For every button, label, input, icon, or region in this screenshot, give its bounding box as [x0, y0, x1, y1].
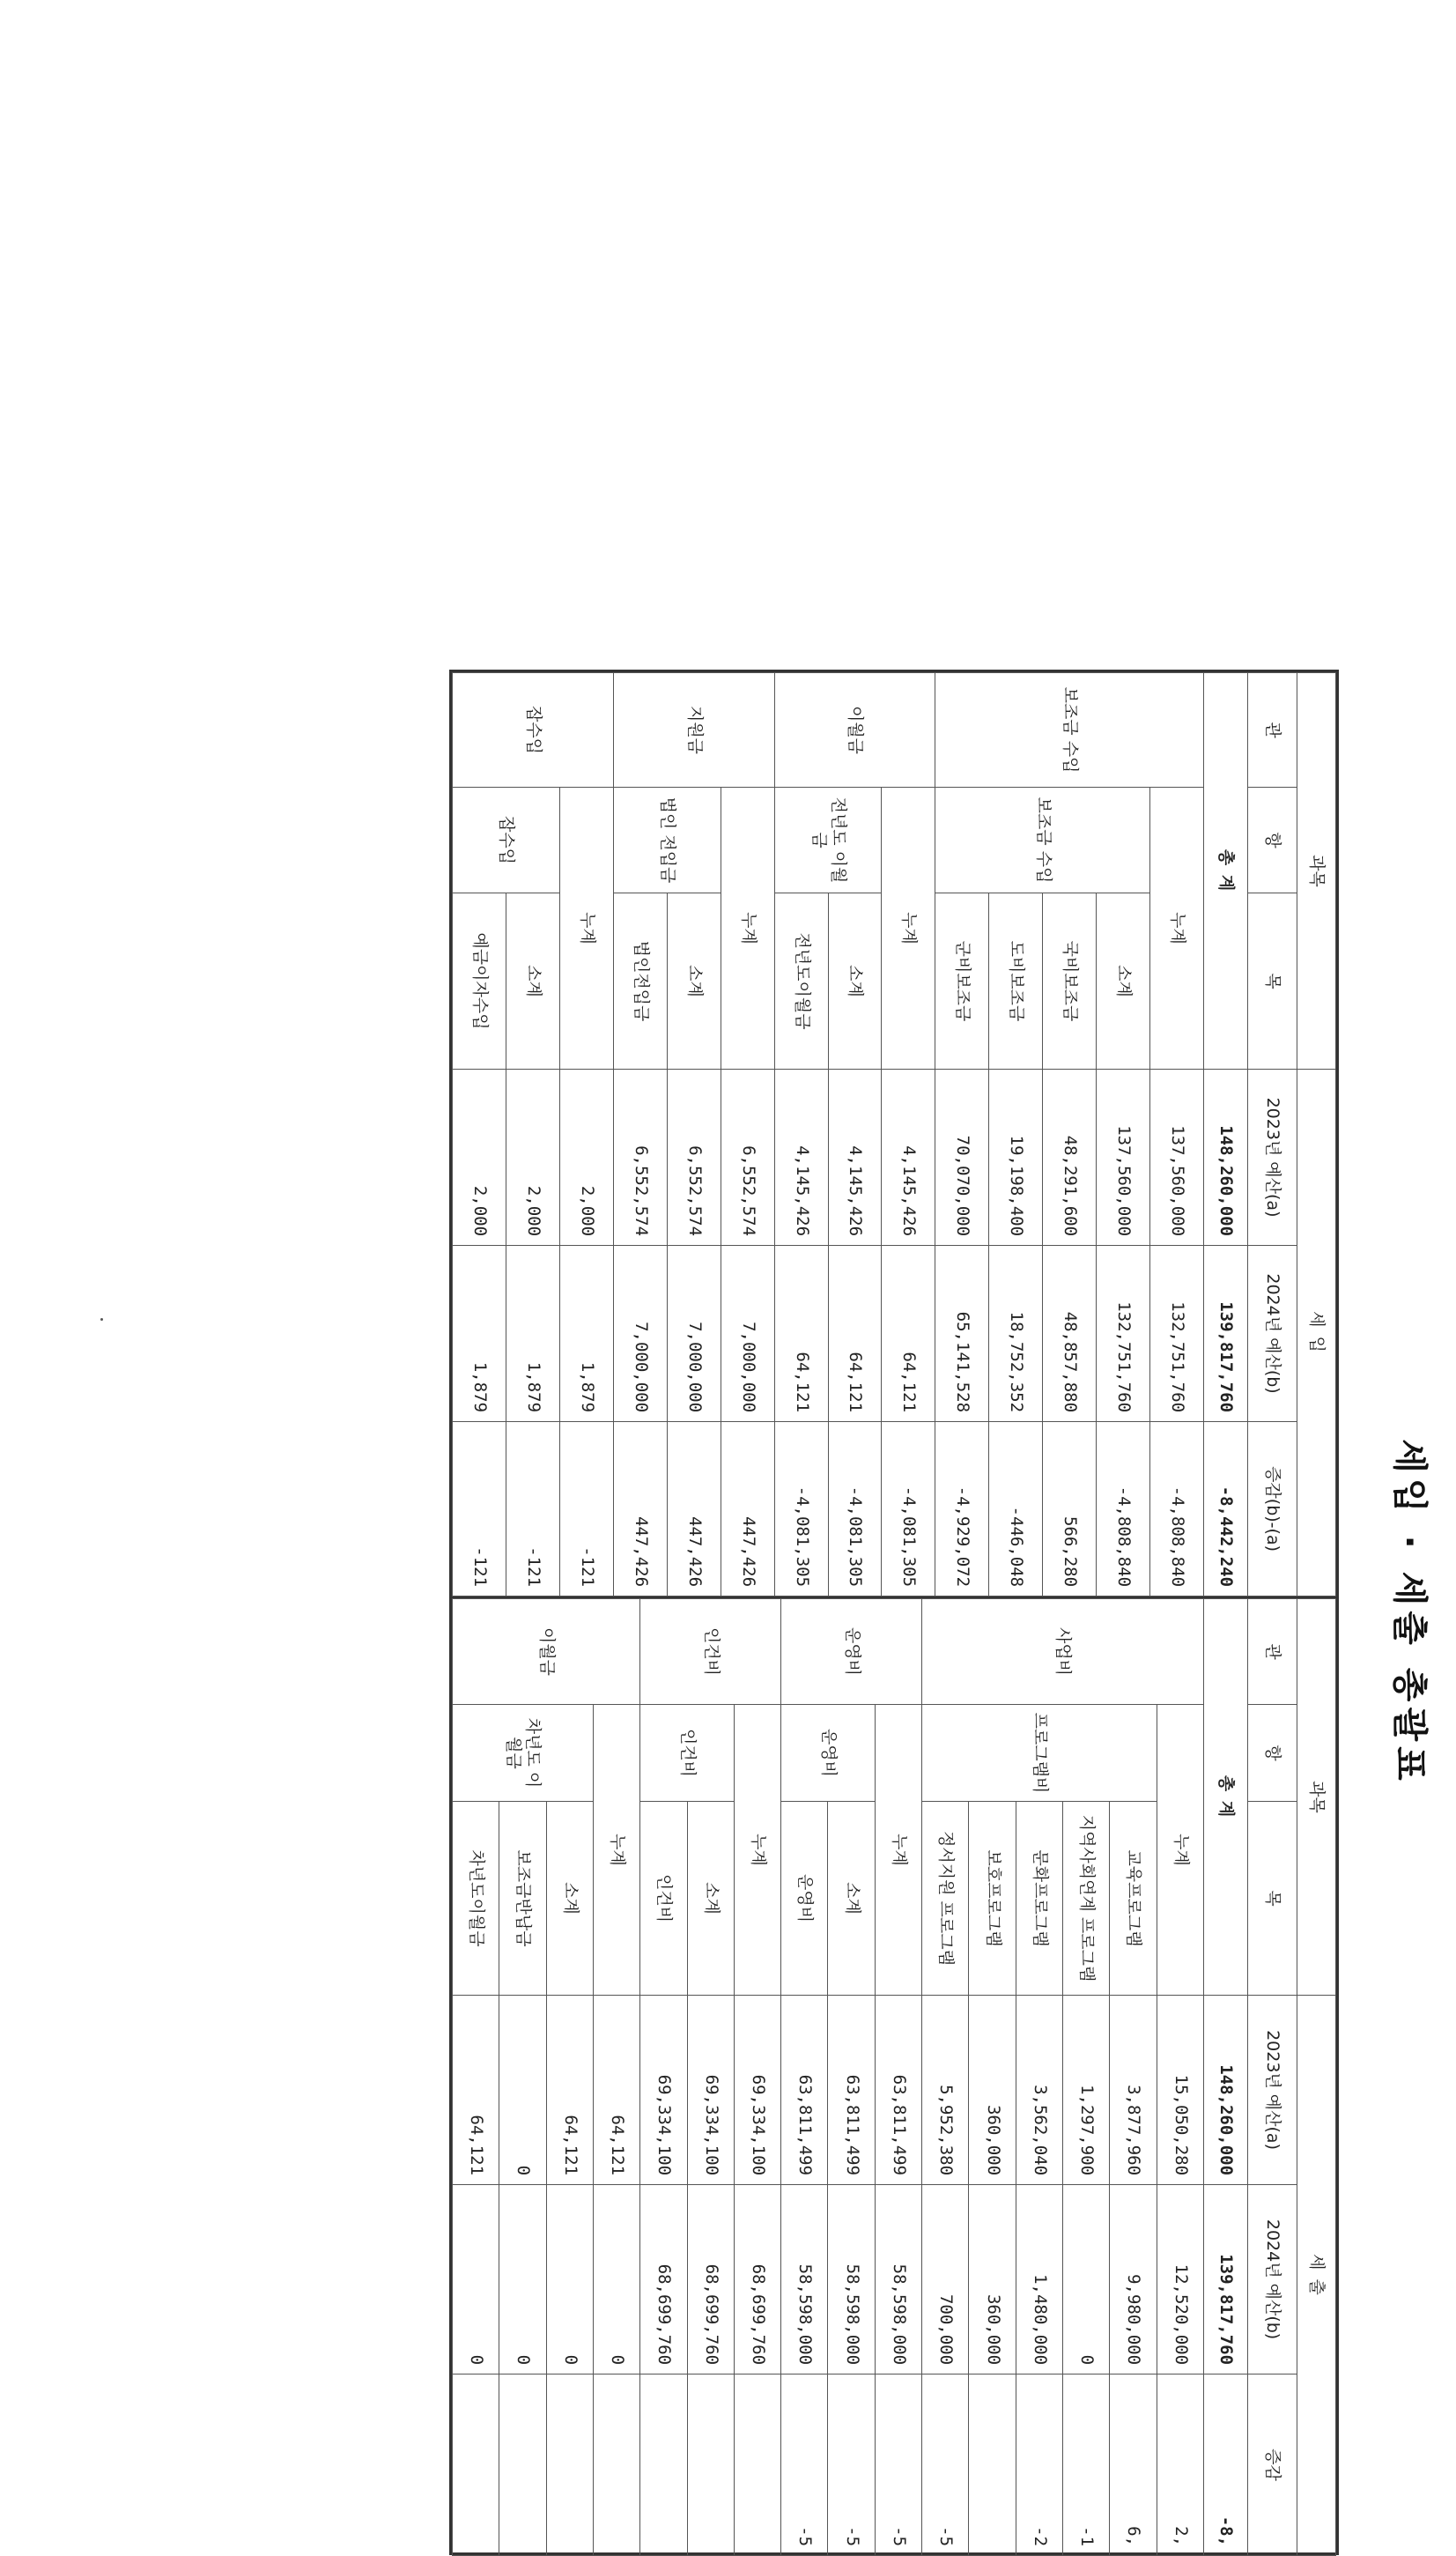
expense-diff-cell [453, 2374, 499, 2556]
revenue-2023-cell: 4,145,426 [774, 1070, 828, 1246]
expense-diff-cell: 2, [1157, 2374, 1203, 2556]
revenue-2024-cell: 1,879 [506, 1246, 560, 1422]
expense-mok-cell: 차년도이월금 [453, 1802, 499, 1996]
revenue-gwan-header: 관 [1248, 673, 1297, 788]
revenue-diff-cell: -4,808,840 [1150, 1422, 1204, 1597]
table-row [1097, 673, 1150, 1597]
revenue-diff-header: 증감(b)-(a) [1248, 1422, 1297, 1597]
revenue-table [452, 672, 1336, 1597]
expense-hang-cell: 프로그램비 [922, 1705, 1157, 1802]
table-row [721, 673, 774, 1597]
table-row [667, 673, 721, 1597]
revenue-hang-cell: 법인 전입금 [613, 788, 721, 893]
table-row [593, 1599, 639, 2556]
expense-2024-cell: 360,000 [969, 2185, 1016, 2374]
expense-diff-cell: -1 [1063, 2374, 1110, 2556]
revenue-2024-cell: 7,000,000 [721, 1246, 774, 1422]
expense-2024-cell: 9,980,000 [1110, 2185, 1157, 2374]
expense-gwan-cell: 인건비 [640, 1599, 781, 1705]
expense-table-panel [452, 1598, 1336, 2555]
expense-category-header: 과목 [1297, 1599, 1336, 1996]
expense-diff-cell: -5 [875, 2374, 921, 2556]
revenue-diff-cell: -121 [559, 1422, 613, 1597]
expense-diff-cell: -5 [922, 2374, 969, 2556]
revenue-2023-cell: 137,560,000 [1150, 1070, 1204, 1246]
expense-mok-cell: 소계 [546, 1802, 593, 1996]
table-row [875, 1599, 921, 2556]
revenue-mok-cell: 소계 [667, 893, 721, 1070]
expense-2023-cell: 64,121 [546, 1996, 593, 2185]
revenue-hang-cell: 잡수입 [453, 788, 560, 893]
revenue-2023-header: 2023년 예산(a) [1248, 1070, 1297, 1246]
table-row [828, 673, 882, 1597]
revenue-2024-cell: 18,752,352 [989, 1246, 1043, 1422]
expense-diff-header: 증감 [1248, 2374, 1297, 2556]
revenue-hang-cell: 누계 [882, 788, 935, 1070]
revenue-2024-cell: 65,141,528 [935, 1246, 989, 1422]
expense-hang-cell: 차년도 이월금 [453, 1705, 594, 1802]
expense-2023-cell: 63,811,499 [781, 1996, 828, 2185]
expense-2023-cell: 69,334,100 [687, 1996, 734, 2185]
expense-gwan-cell: 이월금 [453, 1599, 640, 1705]
expense-diff-cell [687, 2374, 734, 2556]
revenue-2023-cell: 19,198,400 [989, 1070, 1043, 1246]
revenue-hang-cell: 누계 [559, 788, 613, 1070]
revenue-mok-cell: 군비보조금 [935, 893, 989, 1070]
expense-table [452, 1598, 1336, 2556]
expense-2024-cell: 1,480,000 [1016, 2185, 1062, 2374]
revenue-hang-cell: 전년도 이월금 [774, 788, 882, 893]
revenue-diff-cell: -4,081,305 [882, 1422, 935, 1597]
expense-2024-cell: 68,699,760 [640, 2185, 687, 2374]
revenue-2024-cell: 1,879 [453, 1246, 506, 1422]
revenue-diff-cell: 566,280 [1043, 1422, 1097, 1597]
expense-2024-cell: 68,699,760 [734, 2185, 780, 2374]
expense-section-header: 세 출 [1297, 1996, 1336, 2556]
expense-gwan-cell: 사업비 [922, 1599, 1204, 1705]
table-row [687, 1599, 734, 2556]
expense-mok-cell: 인건비 [640, 1802, 687, 1996]
scan-speck [100, 1318, 103, 1321]
expense-gwan-header: 관 [1248, 1599, 1297, 1705]
expense-mok-cell: 소계 [687, 1802, 734, 1996]
expense-2023-cell: 69,334,100 [734, 1996, 780, 2185]
expense-2024-cell: 68,699,760 [687, 2185, 734, 2374]
expense-2024-cell: 58,598,000 [875, 2185, 921, 2374]
expense-2023-cell: 0 [499, 1996, 546, 2185]
revenue-diff-cell: -121 [453, 1422, 506, 1597]
revenue-2023-cell: 6,552,574 [667, 1070, 721, 1246]
expense-mok-cell: 보호프로그램 [969, 1802, 1016, 1996]
expense-hang-cell: 누계 [875, 1705, 921, 1996]
revenue-diff-cell: -446,048 [989, 1422, 1043, 1597]
revenue-2023-cell: 48,291,600 [1043, 1070, 1097, 1246]
table-row [546, 1599, 593, 2556]
revenue-2024-cell: 7,000,000 [667, 1246, 721, 1422]
rotated-page [423, 670, 1445, 2555]
expense-diff-cell [499, 2374, 546, 2556]
expense-2023-cell: 63,811,499 [875, 1996, 921, 2185]
revenue-mok-cell: 소계 [506, 893, 560, 1070]
revenue-gwan-cell: 이월금 [774, 673, 935, 788]
expense-mok-cell: 교육프로그램 [1110, 1802, 1157, 1996]
expense-2024-cell: 0 [1063, 2185, 1110, 2374]
revenue-mok-cell: 국비보조금 [1043, 893, 1097, 1070]
expense-hang-cell: 운영비 [781, 1705, 876, 1802]
expense-mok-cell: 정서지원 프로그램 [922, 1802, 969, 1996]
revenue-mok-cell: 예금이자수입 [453, 893, 506, 1070]
revenue-diff-cell: 447,426 [667, 1422, 721, 1597]
expense-mok-cell: 문화프로그램 [1016, 1802, 1062, 1996]
expense-hang-cell: 누계 [1157, 1705, 1203, 1996]
revenue-2024-cell: 64,121 [828, 1246, 882, 1422]
expense-diff-cell [969, 2374, 1016, 2556]
revenue-mok-cell: 도비보조금 [989, 893, 1043, 1070]
table-row [1157, 1599, 1203, 2556]
expense-2024-cell: 0 [593, 2185, 639, 2374]
revenue-gwan-cell: 지원금 [613, 673, 774, 788]
revenue-2023-cell: 4,145,426 [828, 1070, 882, 1246]
revenue-diff-cell: -4,081,305 [828, 1422, 882, 1597]
expense-hang-cell: 누계 [593, 1705, 639, 1996]
revenue-section-header: 세 입 [1297, 1070, 1336, 1597]
expense-2024-cell: 58,598,000 [781, 2185, 828, 2374]
revenue-diff-cell: 447,426 [721, 1422, 774, 1597]
table-row [1110, 1599, 1157, 2556]
revenue-2023-cell: 2,000 [453, 1070, 506, 1246]
expense-diff-cell: -5 [781, 2374, 828, 2556]
revenue-2024-cell: 132,751,760 [1150, 1246, 1204, 1422]
revenue-2024-cell: 64,121 [882, 1246, 935, 1422]
table-row [1150, 673, 1204, 1597]
revenue-gwan-cell: 잡수입 [453, 673, 614, 788]
revenue-mok-cell: 전년도이월금 [774, 893, 828, 1070]
revenue-total-2023: 148,260,000 [1204, 1070, 1248, 1246]
expense-diff-cell: -5 [828, 2374, 875, 2556]
expense-total-2023: 148,260,000 [1204, 1996, 1248, 2185]
revenue-2023-cell: 4,145,426 [882, 1070, 935, 1246]
expense-mok-cell: 운영비 [781, 1802, 828, 1996]
expense-2024-header: 2024년 예산(b) [1248, 2185, 1297, 2374]
expense-2023-cell: 69,334,100 [640, 1996, 687, 2185]
expense-2024-cell: 58,598,000 [828, 2185, 875, 2374]
revenue-2023-cell: 137,560,000 [1097, 1070, 1150, 1246]
expense-2023-cell: 3,877,960 [1110, 1996, 1157, 2185]
budget-summary-sheet [449, 670, 1339, 2555]
expense-gwan-cell: 운영비 [781, 1599, 922, 1705]
expense-hang-cell: 인건비 [640, 1705, 735, 1802]
revenue-diff-cell: -121 [506, 1422, 560, 1597]
expense-diff-cell [640, 2374, 687, 2556]
expense-2023-cell: 3,562,040 [1016, 1996, 1062, 2185]
expense-hang-header: 항 [1248, 1705, 1297, 1802]
expense-diff-cell: -2 [1016, 2374, 1062, 2556]
expense-2023-cell: 63,811,499 [828, 1996, 875, 2185]
table-row [882, 673, 935, 1597]
revenue-gwan-cell: 보조금 수입 [935, 673, 1204, 788]
revenue-mok-cell: 법인전입금 [613, 893, 667, 1070]
revenue-hang-cell: 누계 [1150, 788, 1204, 1070]
revenue-2023-cell: 2,000 [559, 1070, 613, 1246]
expense-diff-cell [546, 2374, 593, 2556]
revenue-2024-cell: 132,751,760 [1097, 1246, 1150, 1422]
expense-2024-cell: 0 [453, 2185, 499, 2374]
table-row [506, 673, 560, 1597]
revenue-2023-cell: 70,070,000 [935, 1070, 989, 1246]
expense-hang-cell: 누계 [734, 1705, 780, 1996]
revenue-hang-cell: 보조금 수입 [935, 788, 1150, 893]
revenue-hang-header: 항 [1248, 788, 1297, 893]
table-row [828, 1599, 875, 2556]
revenue-diff-cell: -4,808,840 [1097, 1422, 1150, 1597]
expense-2023-cell: 64,121 [593, 1996, 639, 2185]
expense-mok-header: 목 [1248, 1802, 1297, 1996]
revenue-mok-cell: 소계 [828, 893, 882, 1070]
revenue-2024-cell: 7,000,000 [613, 1246, 667, 1422]
expense-total-2024: 139,817,760 [1204, 2185, 1248, 2374]
expense-diff-cell [593, 2374, 639, 2556]
revenue-diff-cell: -4,929,072 [935, 1422, 989, 1597]
revenue-mok-cell: 소계 [1097, 893, 1150, 1070]
revenue-2023-cell: 6,552,574 [721, 1070, 774, 1246]
revenue-category-header: 과목 [1297, 673, 1336, 1070]
revenue-hang-cell: 누계 [721, 788, 774, 1070]
expense-total-label: 총 계 [1204, 1599, 1248, 1996]
revenue-2023-cell: 6,552,574 [613, 1070, 667, 1246]
expense-2023-cell: 360,000 [969, 1996, 1016, 2185]
expense-2023-cell: 15,050,280 [1157, 1996, 1203, 2185]
page-title: 세입 · 세출 총괄표 [1389, 1439, 1430, 1786]
expense-total-diff: -8, [1204, 2374, 1248, 2556]
expense-2023-cell: 1,297,900 [1063, 1996, 1110, 2185]
expense-2023-cell: 64,121 [453, 1996, 499, 2185]
revenue-diff-cell: 447,426 [613, 1422, 667, 1597]
revenue-total-label: 총 계 [1204, 673, 1248, 1070]
revenue-2024-cell: 1,879 [559, 1246, 613, 1422]
revenue-table-panel [452, 672, 1336, 1598]
table-row [559, 673, 613, 1597]
revenue-2023-cell: 2,000 [506, 1070, 560, 1246]
revenue-2024-header: 2024년 예산(b) [1248, 1246, 1297, 1422]
expense-2023-header: 2023년 예산(a) [1248, 1996, 1297, 2185]
expense-mok-cell: 보조금반납금 [499, 1802, 546, 1996]
expense-2024-cell: 0 [499, 2185, 546, 2374]
expense-2024-cell: 700,000 [922, 2185, 969, 2374]
revenue-2024-cell: 64,121 [774, 1246, 828, 1422]
expense-2024-cell: 0 [546, 2185, 593, 2374]
table-row [734, 1599, 780, 2556]
expense-mok-cell: 소계 [828, 1802, 875, 1996]
expense-2023-cell: 5,952,380 [922, 1996, 969, 2185]
revenue-mok-header: 목 [1248, 893, 1297, 1070]
expense-mok-cell: 지역사회연계 프로그램 [1063, 1802, 1110, 1996]
revenue-diff-cell: -4,081,305 [774, 1422, 828, 1597]
revenue-total-2024: 139,817,760 [1204, 1246, 1248, 1422]
revenue-2024-cell: 48,857,880 [1043, 1246, 1097, 1422]
expense-diff-cell [734, 2374, 780, 2556]
revenue-total-diff: -8,442,240 [1204, 1422, 1248, 1597]
expense-2024-cell: 12,520,000 [1157, 2185, 1203, 2374]
expense-diff-cell: 6, [1110, 2374, 1157, 2556]
